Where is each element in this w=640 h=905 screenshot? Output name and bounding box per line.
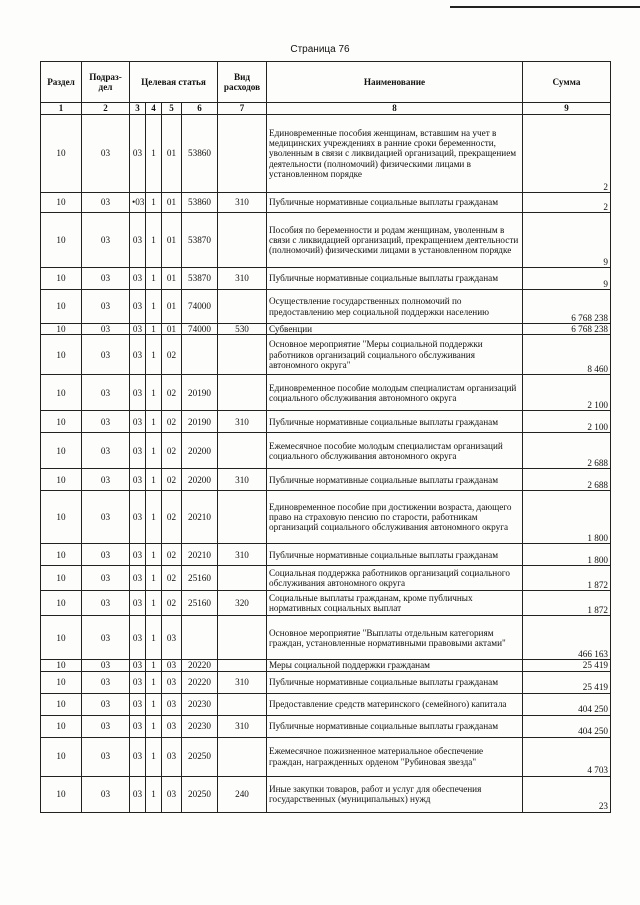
cell-c1: 10 bbox=[41, 737, 82, 776]
cell-name: Единовременное пособие молодым специалистам организаций социального обслуживания автономного округа bbox=[267, 375, 523, 411]
cell-name: Ежемесячное пособие молодым специалистам организаций социального обслуживания автономного округа bbox=[267, 433, 523, 469]
cell-c7: 240 bbox=[218, 776, 267, 812]
cell-c4: 1 bbox=[146, 491, 162, 544]
cell-c3: 03 bbox=[130, 433, 146, 469]
cell-c5: 01 bbox=[162, 290, 182, 324]
table-row bbox=[41, 566, 611, 591]
cell-c6 bbox=[182, 335, 218, 375]
table-row bbox=[41, 375, 611, 411]
table-row bbox=[41, 213, 611, 268]
table-row bbox=[41, 776, 611, 812]
cell-name: Осуществление государственных полномочий по предоставлению мер социальной поддержки населению bbox=[267, 290, 523, 324]
cell-c4: 1 bbox=[146, 715, 162, 737]
cell-c1: 10 bbox=[41, 290, 82, 324]
cell-c6: 53860 bbox=[182, 115, 218, 193]
cell-c1: 10 bbox=[41, 213, 82, 268]
table-row bbox=[41, 469, 611, 491]
cell-c7 bbox=[218, 375, 267, 411]
cell-sum: 25 419 bbox=[523, 660, 611, 671]
cell-c7 bbox=[218, 290, 267, 324]
cell-c5: 01 bbox=[162, 193, 182, 213]
cell-sum: 404 250 bbox=[523, 693, 611, 715]
cell-c3: 03 bbox=[130, 115, 146, 193]
cell-name: Пособия по беременности и родам женщинам, уволенным в связи с ликвидацией организаций, прекращением деятельности (полномочий) физическими лицами в установленном порядке bbox=[267, 213, 523, 268]
table-row bbox=[41, 544, 611, 566]
cell-c7 bbox=[218, 660, 267, 671]
cell-c5: 03 bbox=[162, 693, 182, 715]
header-row bbox=[41, 62, 611, 103]
cell-c4: 1 bbox=[146, 616, 162, 660]
cell-sum: 8 460 bbox=[523, 335, 611, 375]
cell-c1: 10 bbox=[41, 411, 82, 433]
cell-c3: 03 bbox=[130, 616, 146, 660]
cell-c7: 320 bbox=[218, 591, 267, 616]
cell-c4: 1 bbox=[146, 591, 162, 616]
cell-c2: 03 bbox=[82, 375, 130, 411]
cell-c4: 1 bbox=[146, 469, 162, 491]
cell-c5: 02 bbox=[162, 375, 182, 411]
cell-c2: 03 bbox=[82, 290, 130, 324]
cell-c1: 10 bbox=[41, 566, 82, 591]
cell-c3: 03 bbox=[130, 591, 146, 616]
cell-c7: 310 bbox=[218, 193, 267, 213]
cell-c6: 20190 bbox=[182, 375, 218, 411]
cell-c5: 01 bbox=[162, 268, 182, 290]
col-num: 3 bbox=[130, 103, 146, 115]
cell-c1: 10 bbox=[41, 433, 82, 469]
col-vid: Вид расходов bbox=[218, 62, 267, 103]
cell-c7: 310 bbox=[218, 671, 267, 693]
cell-c6: 20250 bbox=[182, 776, 218, 812]
cell-c6: 53870 bbox=[182, 213, 218, 268]
cell-c2: 03 bbox=[82, 544, 130, 566]
cell-c1: 10 bbox=[41, 660, 82, 671]
cell-sum: 2 bbox=[523, 115, 611, 193]
table-row bbox=[41, 193, 611, 213]
cell-c2: 03 bbox=[82, 324, 130, 335]
col-num: 2 bbox=[82, 103, 130, 115]
cell-c1: 10 bbox=[41, 591, 82, 616]
cell-c7 bbox=[218, 566, 267, 591]
cell-name: Социальные выплаты гражданам, кроме публичных нормативных социальных выплат bbox=[267, 591, 523, 616]
cell-c7: 310 bbox=[218, 715, 267, 737]
cell-c5: 03 bbox=[162, 616, 182, 660]
cell-c2: 03 bbox=[82, 660, 130, 671]
cell-sum: 404 250 bbox=[523, 715, 611, 737]
cell-name: Социальная поддержка работников организаций социального обслуживания автономного округа bbox=[267, 566, 523, 591]
cell-c2: 03 bbox=[82, 693, 130, 715]
cell-c7: 310 bbox=[218, 544, 267, 566]
cell-c5: 02 bbox=[162, 591, 182, 616]
cell-c3: 03 bbox=[130, 335, 146, 375]
cell-c4: 1 bbox=[146, 544, 162, 566]
cell-c7 bbox=[218, 115, 267, 193]
cell-sum: 6 768 238 bbox=[523, 324, 611, 335]
col-num: 5 bbox=[162, 103, 182, 115]
cell-name: Ежемесячное пожизненное материальное обеспечение граждан, награжденных орденом "Рубиновая звезда" bbox=[267, 737, 523, 776]
cell-c4: 1 bbox=[146, 213, 162, 268]
cell-c3: 03 bbox=[130, 268, 146, 290]
col-name: Наименование bbox=[267, 62, 523, 103]
cell-c2: 03 bbox=[82, 591, 130, 616]
cell-c1: 10 bbox=[41, 469, 82, 491]
cell-c3: 03 bbox=[130, 213, 146, 268]
cell-c3: 03 bbox=[130, 671, 146, 693]
cell-c3: 03 bbox=[130, 544, 146, 566]
cell-c4: 1 bbox=[146, 566, 162, 591]
cell-c7 bbox=[218, 616, 267, 660]
cell-c2: 03 bbox=[82, 411, 130, 433]
cell-c1: 10 bbox=[41, 268, 82, 290]
cell-c3: 03 bbox=[130, 776, 146, 812]
cell-c4: 1 bbox=[146, 660, 162, 671]
cell-c7 bbox=[218, 737, 267, 776]
cell-sum: 1 800 bbox=[523, 491, 611, 544]
cell-c7: 310 bbox=[218, 469, 267, 491]
cell-c6: 74000 bbox=[182, 290, 218, 324]
cell-c1: 10 bbox=[41, 115, 82, 193]
cell-c2: 03 bbox=[82, 566, 130, 591]
cell-name: Публичные нормативные социальные выплаты гражданам bbox=[267, 268, 523, 290]
col-target: Целевая статья bbox=[130, 62, 218, 103]
cell-c2: 03 bbox=[82, 671, 130, 693]
cell-c7: 530 bbox=[218, 324, 267, 335]
cell-sum: 2 bbox=[523, 193, 611, 213]
table-row bbox=[41, 268, 611, 290]
cell-c4: 1 bbox=[146, 268, 162, 290]
cell-c3: 03 bbox=[130, 290, 146, 324]
cell-c5: 02 bbox=[162, 335, 182, 375]
table-row bbox=[41, 324, 611, 335]
cell-c6 bbox=[182, 616, 218, 660]
cell-sum: 6 768 238 bbox=[523, 290, 611, 324]
cell-c4: 1 bbox=[146, 433, 162, 469]
cell-name: Основное мероприятие "Выплаты отдельным категориям граждан, установленные нормативными правовыми актами" bbox=[267, 616, 523, 660]
cell-c6: 20220 bbox=[182, 660, 218, 671]
cell-c1: 10 bbox=[41, 335, 82, 375]
table-row bbox=[41, 660, 611, 671]
cell-c1: 10 bbox=[41, 715, 82, 737]
cell-c4: 1 bbox=[146, 290, 162, 324]
cell-c6: 20220 bbox=[182, 671, 218, 693]
cell-c2: 03 bbox=[82, 737, 130, 776]
cell-c5: 02 bbox=[162, 469, 182, 491]
cell-sum: 1 800 bbox=[523, 544, 611, 566]
cell-name: Меры социальной поддержки гражданам bbox=[267, 660, 523, 671]
cell-c5: 01 bbox=[162, 324, 182, 335]
cell-sum: 1 872 bbox=[523, 566, 611, 591]
cell-c5: 03 bbox=[162, 737, 182, 776]
cell-name: Предоставление средств материнского (семейного) капитала bbox=[267, 693, 523, 715]
cell-c5: 01 bbox=[162, 115, 182, 193]
cell-c6: 53860 bbox=[182, 193, 218, 213]
table-row bbox=[41, 335, 611, 375]
cell-c6: 20190 bbox=[182, 411, 218, 433]
budget-table bbox=[40, 61, 611, 813]
cell-name: Публичные нормативные социальные выплаты гражданам bbox=[267, 193, 523, 213]
cell-c4: 1 bbox=[146, 193, 162, 213]
cell-c3: •03 bbox=[130, 193, 146, 213]
cell-c3: 03 bbox=[130, 491, 146, 544]
cell-name: Основное мероприятие "Меры социальной поддержки работников организаций социального обслуживания автономного округа" bbox=[267, 335, 523, 375]
table-row bbox=[41, 115, 611, 193]
col-num: 6 bbox=[182, 103, 218, 115]
cell-name: Единовременное пособие при достижении возраста, дающего право на страховую пенсию по старости, работникам организаций социального обслуживания автономного округа bbox=[267, 491, 523, 544]
cell-c6: 20230 bbox=[182, 693, 218, 715]
col-podrazdel: Подраз- дел bbox=[82, 62, 130, 103]
cell-sum: 2 688 bbox=[523, 433, 611, 469]
cell-c2: 03 bbox=[82, 433, 130, 469]
cell-c4: 1 bbox=[146, 671, 162, 693]
table-row bbox=[41, 693, 611, 715]
cell-sum: 2 100 bbox=[523, 375, 611, 411]
cell-c5: 01 bbox=[162, 213, 182, 268]
cell-name: Единовременные пособия женщинам, вставшим на учет в медицинских учреждениях в ранние сроки беременности, уволенным в связи с ликвидацией организаций, прекращением деятельности (полномочий) физическими лицами в установленном порядке bbox=[267, 115, 523, 193]
cell-c7 bbox=[218, 491, 267, 544]
cell-c4: 1 bbox=[146, 737, 162, 776]
cell-c5: 02 bbox=[162, 544, 182, 566]
cell-c2: 03 bbox=[82, 715, 130, 737]
cell-c5: 03 bbox=[162, 671, 182, 693]
table-row bbox=[41, 591, 611, 616]
cell-c1: 10 bbox=[41, 544, 82, 566]
cell-c3: 03 bbox=[130, 566, 146, 591]
cell-sum: 9 bbox=[523, 213, 611, 268]
cell-c6: 20210 bbox=[182, 544, 218, 566]
cell-sum: 4 703 bbox=[523, 737, 611, 776]
table-row bbox=[41, 411, 611, 433]
cell-c5: 02 bbox=[162, 491, 182, 544]
cell-sum: 2 688 bbox=[523, 469, 611, 491]
cell-c3: 03 bbox=[130, 660, 146, 671]
table-row bbox=[41, 290, 611, 324]
cell-c2: 03 bbox=[82, 268, 130, 290]
cell-c7: 310 bbox=[218, 268, 267, 290]
col-razdel: Раздел bbox=[41, 62, 82, 103]
column-number-row bbox=[41, 103, 611, 115]
cell-c7 bbox=[218, 335, 267, 375]
table-row bbox=[41, 616, 611, 660]
cell-c1: 10 bbox=[41, 671, 82, 693]
cell-name: Иные закупки товаров, работ и услуг для обеспечения государственных (муниципальных) нужд bbox=[267, 776, 523, 812]
top-rule bbox=[450, 6, 640, 8]
cell-c4: 1 bbox=[146, 324, 162, 335]
cell-c3: 03 bbox=[130, 693, 146, 715]
cell-name: Публичные нормативные социальные выплаты гражданам bbox=[267, 411, 523, 433]
cell-c2: 03 bbox=[82, 616, 130, 660]
cell-c7 bbox=[218, 213, 267, 268]
cell-c3: 03 bbox=[130, 715, 146, 737]
cell-c3: 03 bbox=[130, 375, 146, 411]
cell-c2: 03 bbox=[82, 213, 130, 268]
cell-sum: 2 100 bbox=[523, 411, 611, 433]
page-header: Страница 76 bbox=[290, 44, 350, 55]
cell-c1: 10 bbox=[41, 616, 82, 660]
cell-name: Субвенции bbox=[267, 324, 523, 335]
cell-c4: 1 bbox=[146, 335, 162, 375]
cell-name: Публичные нормативные социальные выплаты гражданам bbox=[267, 544, 523, 566]
cell-c1: 10 bbox=[41, 375, 82, 411]
cell-sum: 9 bbox=[523, 268, 611, 290]
cell-c2: 03 bbox=[82, 491, 130, 544]
cell-c6: 74000 bbox=[182, 324, 218, 335]
cell-c7 bbox=[218, 433, 267, 469]
cell-c5: 03 bbox=[162, 715, 182, 737]
cell-c2: 03 bbox=[82, 469, 130, 491]
cell-c6: 20230 bbox=[182, 715, 218, 737]
col-num: 1 bbox=[41, 103, 82, 115]
cell-c4: 1 bbox=[146, 375, 162, 411]
cell-c6: 20200 bbox=[182, 433, 218, 469]
cell-c6: 20200 bbox=[182, 469, 218, 491]
cell-c6: 53870 bbox=[182, 268, 218, 290]
cell-c2: 03 bbox=[82, 335, 130, 375]
cell-c3: 03 bbox=[130, 411, 146, 433]
cell-c4: 1 bbox=[146, 776, 162, 812]
cell-c6: 25160 bbox=[182, 566, 218, 591]
cell-c5: 03 bbox=[162, 660, 182, 671]
cell-c1: 10 bbox=[41, 776, 82, 812]
cell-c2: 03 bbox=[82, 776, 130, 812]
cell-sum: 23 bbox=[523, 776, 611, 812]
cell-c4: 1 bbox=[146, 693, 162, 715]
table-row bbox=[41, 737, 611, 776]
cell-c1: 10 bbox=[41, 324, 82, 335]
table-row bbox=[41, 671, 611, 693]
cell-c6: 25160 bbox=[182, 591, 218, 616]
cell-c7 bbox=[218, 693, 267, 715]
cell-c3: 03 bbox=[130, 324, 146, 335]
col-num: 9 bbox=[523, 103, 611, 115]
cell-sum: 466 163 bbox=[523, 616, 611, 660]
cell-c1: 10 bbox=[41, 193, 82, 213]
cell-c3: 03 bbox=[130, 737, 146, 776]
col-num: 4 bbox=[146, 103, 162, 115]
cell-c1: 10 bbox=[41, 693, 82, 715]
col-num: 8 bbox=[267, 103, 523, 115]
col-sum: Сумма bbox=[523, 62, 611, 103]
table-row bbox=[41, 491, 611, 544]
cell-sum: 1 872 bbox=[523, 591, 611, 616]
cell-c5: 02 bbox=[162, 566, 182, 591]
cell-c4: 1 bbox=[146, 411, 162, 433]
cell-c6: 20250 bbox=[182, 737, 218, 776]
table-row bbox=[41, 715, 611, 737]
col-num: 7 bbox=[218, 103, 267, 115]
cell-c7: 310 bbox=[218, 411, 267, 433]
cell-sum: 25 419 bbox=[523, 671, 611, 693]
cell-c6: 20210 bbox=[182, 491, 218, 544]
cell-name: Публичные нормативные социальные выплаты гражданам bbox=[267, 469, 523, 491]
cell-c2: 03 bbox=[82, 193, 130, 213]
cell-c4: 1 bbox=[146, 115, 162, 193]
cell-c5: 03 bbox=[162, 776, 182, 812]
cell-name: Публичные нормативные социальные выплаты гражданам bbox=[267, 671, 523, 693]
cell-name: Публичные нормативные социальные выплаты гражданам bbox=[267, 715, 523, 737]
cell-c2: 03 bbox=[82, 115, 130, 193]
cell-c5: 02 bbox=[162, 433, 182, 469]
cell-c5: 02 bbox=[162, 411, 182, 433]
cell-c1: 10 bbox=[41, 491, 82, 544]
table-row bbox=[41, 433, 611, 469]
cell-c3: 03 bbox=[130, 469, 146, 491]
